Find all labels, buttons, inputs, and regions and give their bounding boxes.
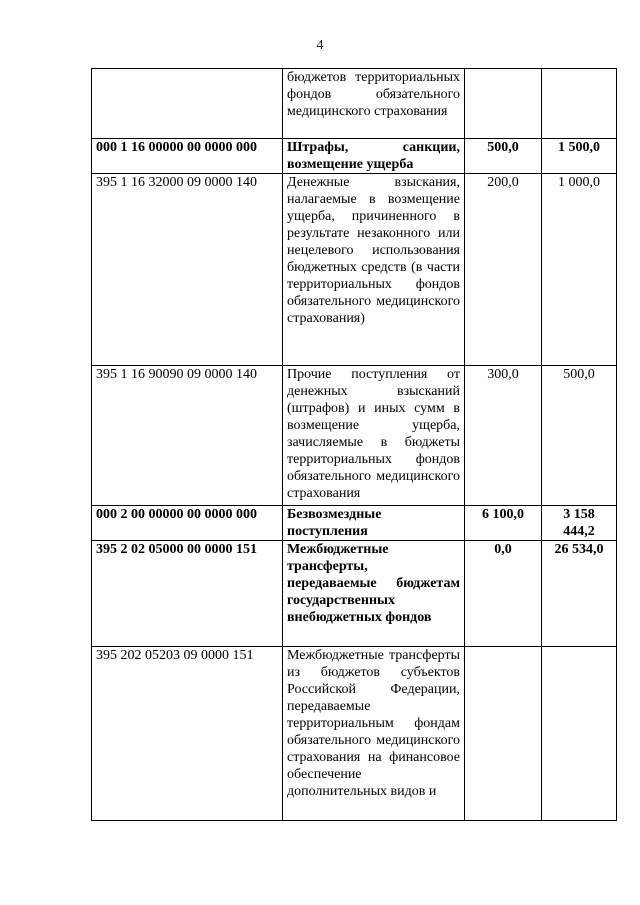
revenue-name-cell: Штрафы, санкции, возмещение ущерба bbox=[283, 139, 465, 174]
value-year1-cell: 0,0 bbox=[465, 541, 542, 647]
budget-code-cell bbox=[92, 69, 283, 139]
revenue-name-cell: Безвозмездные поступления bbox=[283, 506, 465, 541]
table-row bbox=[92, 506, 617, 541]
page-number: 4 bbox=[316, 38, 324, 53]
table-row bbox=[92, 69, 617, 139]
value-year2-cell: 1 500,0 bbox=[542, 139, 617, 174]
value-year1-cell: 200,0 bbox=[465, 174, 542, 366]
budget-code-cell: 000 2 00 00000 00 0000 000 bbox=[92, 506, 283, 541]
value-year1-cell: 300,0 bbox=[465, 366, 542, 506]
revenue-name-cell: бюджетов территориальных фондов обязательного медицинского страхования bbox=[283, 69, 465, 139]
revenue-name-cell: Прочие поступления от денежных взысканий (штрафов) и иных сумм в возмещение ущерба, зачисляемые в бюджеты территориальных фондов обязательного медицинского страхования bbox=[283, 366, 465, 506]
value-year1-cell bbox=[465, 69, 542, 139]
value-year2-cell: 26 534,0 bbox=[542, 541, 617, 647]
revenue-name-cell: Денежные взыскания, налагаемые в возмещение ущерба, причиненного в результате незаконного или нецелевого использования бюджетных средств (в части территориальных фондов обязательного медицинского страхования) bbox=[283, 174, 465, 366]
value-year2-cell bbox=[542, 69, 617, 139]
value-year1-cell: 6 100,0 bbox=[465, 506, 542, 541]
budget-revenue-table bbox=[91, 68, 617, 821]
table-row bbox=[92, 647, 617, 821]
budget-code-cell: 395 1 16 32000 09 0000 140 bbox=[92, 174, 283, 366]
budget-code-cell: 395 202 05203 09 0000 151 bbox=[92, 647, 283, 821]
value-year2-cell: 500,0 bbox=[542, 366, 617, 506]
table-row bbox=[92, 541, 617, 647]
value-year2-cell bbox=[542, 647, 617, 821]
value-year2-cell: 3 158 444,2 bbox=[542, 506, 617, 541]
value-year1-cell: 500,0 bbox=[465, 139, 542, 174]
table-row bbox=[92, 366, 617, 506]
table-row bbox=[92, 139, 617, 174]
revenue-name-cell: Межбюджетные трансферты из бюджетов субъектов Российской Федерации, передаваемые территориальным фондам обязательного медицинского страхования на финансовое обеспечение дополнительных видов и bbox=[283, 647, 465, 821]
budget-code-cell: 395 2 02 05000 00 0000 151 bbox=[92, 541, 283, 647]
table-row bbox=[92, 174, 617, 366]
budget-code-cell: 000 1 16 00000 00 0000 000 bbox=[92, 139, 283, 174]
value-year1-cell bbox=[465, 647, 542, 821]
revenue-name-cell: Межбюджетные трансферты, передаваемые бюджетам государственных внебюджетных фондов bbox=[283, 541, 465, 647]
budget-code-cell: 395 1 16 90090 09 0000 140 bbox=[92, 366, 283, 506]
value-year2-cell: 1 000,0 bbox=[542, 174, 617, 366]
